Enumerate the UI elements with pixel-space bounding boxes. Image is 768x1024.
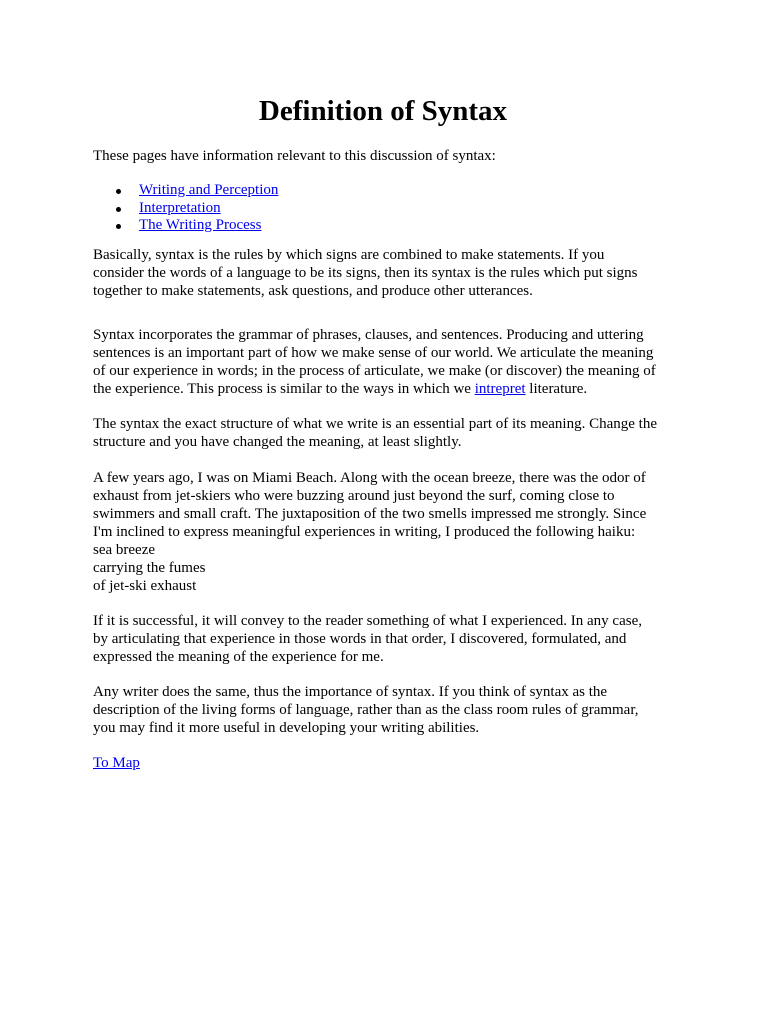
text-line xyxy=(93,380,656,398)
text-line: structure and you have changed the meaning, at least slightly. xyxy=(93,434,462,450)
related-links-list xyxy=(93,182,278,235)
page-title: Definition of Syntax xyxy=(258,95,508,127)
link-writing-and-perception[interactable]: Writing and Perception xyxy=(139,182,279,198)
link-intrepret[interactable]: intrepret xyxy=(474,381,526,397)
paragraph-importance xyxy=(93,683,639,737)
text-line: expressed the meaning of the experience for me. xyxy=(93,649,384,665)
map-link-paragraph xyxy=(93,754,140,772)
bullet-icon xyxy=(116,189,121,194)
paragraph-structure xyxy=(93,415,657,451)
paragraph-basics xyxy=(93,246,638,300)
to-map-link[interactable]: To Map xyxy=(93,755,140,771)
text-line: I'm inclined to express meaningful experiences in writing, I produced the following haiku: xyxy=(93,524,636,540)
text-segment: literature. xyxy=(525,381,588,397)
intro-text: These pages have information relevant to this discussion of syntax: xyxy=(93,148,496,164)
text-line: Basically, syntax is the rules by which signs are combined to make statements. If you xyxy=(93,247,605,263)
paragraph-grammar xyxy=(93,326,656,398)
link-interpretation[interactable]: Interpretation xyxy=(139,199,221,216)
text-line: you may find it more useful in developing your writing abilities. xyxy=(93,720,480,736)
paragraph-success xyxy=(93,612,642,666)
text-line: consider the words of a language to be its signs, then its syntax is the rules which put signs xyxy=(93,265,638,281)
list-item xyxy=(93,200,278,218)
paragraph-miami-beach xyxy=(93,469,646,595)
link-the-writing-process[interactable]: The Writing Process xyxy=(139,217,262,233)
list-item xyxy=(93,182,278,200)
text-line: swimmers and small craft. The juxtaposition of the two smells impressed me strongly. Since xyxy=(93,506,647,522)
text-segment: the experience. This process is similar to the ways in which we xyxy=(93,381,475,397)
haiku-line: of jet-ski exhaust xyxy=(93,578,197,594)
text-line: of our experience in words; in the process of articulate, we make (or discover) the meaning of xyxy=(93,363,656,379)
text-line: Any writer does the same, thus the importance of syntax. If you think of syntax as the xyxy=(93,684,608,700)
bullet-icon xyxy=(116,207,121,212)
text-line: Syntax incorporates the grammar of phrases, clauses, and sentences. Producing and uttering xyxy=(93,327,644,343)
text-line: exhaust from jet-skiers who were buzzing around just beyond the surf, coming close to xyxy=(93,488,615,504)
text-line: If it is successful, it will convey to the reader something of what I experienced. In any case, xyxy=(93,613,642,629)
text-line: The syntax the exact structure of what we write is an essential part of its meaning. Change the xyxy=(93,416,657,432)
text-line: A few years ago, I was on Miami Beach. Along with the ocean breeze, there was the odor of xyxy=(93,470,646,486)
haiku-line: sea breeze xyxy=(93,542,156,558)
text-line: sentences is an important part of how we make sense of our world. We articulate the meaning xyxy=(93,345,654,361)
text-line: by articulating that experience in those words in that order, I discovered, formulated, and xyxy=(93,631,627,647)
list-item xyxy=(93,217,278,235)
text-line: description of the living forms of language, rather than as the class room rules of grammar, xyxy=(93,702,639,718)
bullet-icon xyxy=(116,224,121,229)
haiku-line: carrying the fumes xyxy=(93,560,206,576)
text-line: together to make statements, ask questions, and produce other utterances. xyxy=(93,283,533,299)
